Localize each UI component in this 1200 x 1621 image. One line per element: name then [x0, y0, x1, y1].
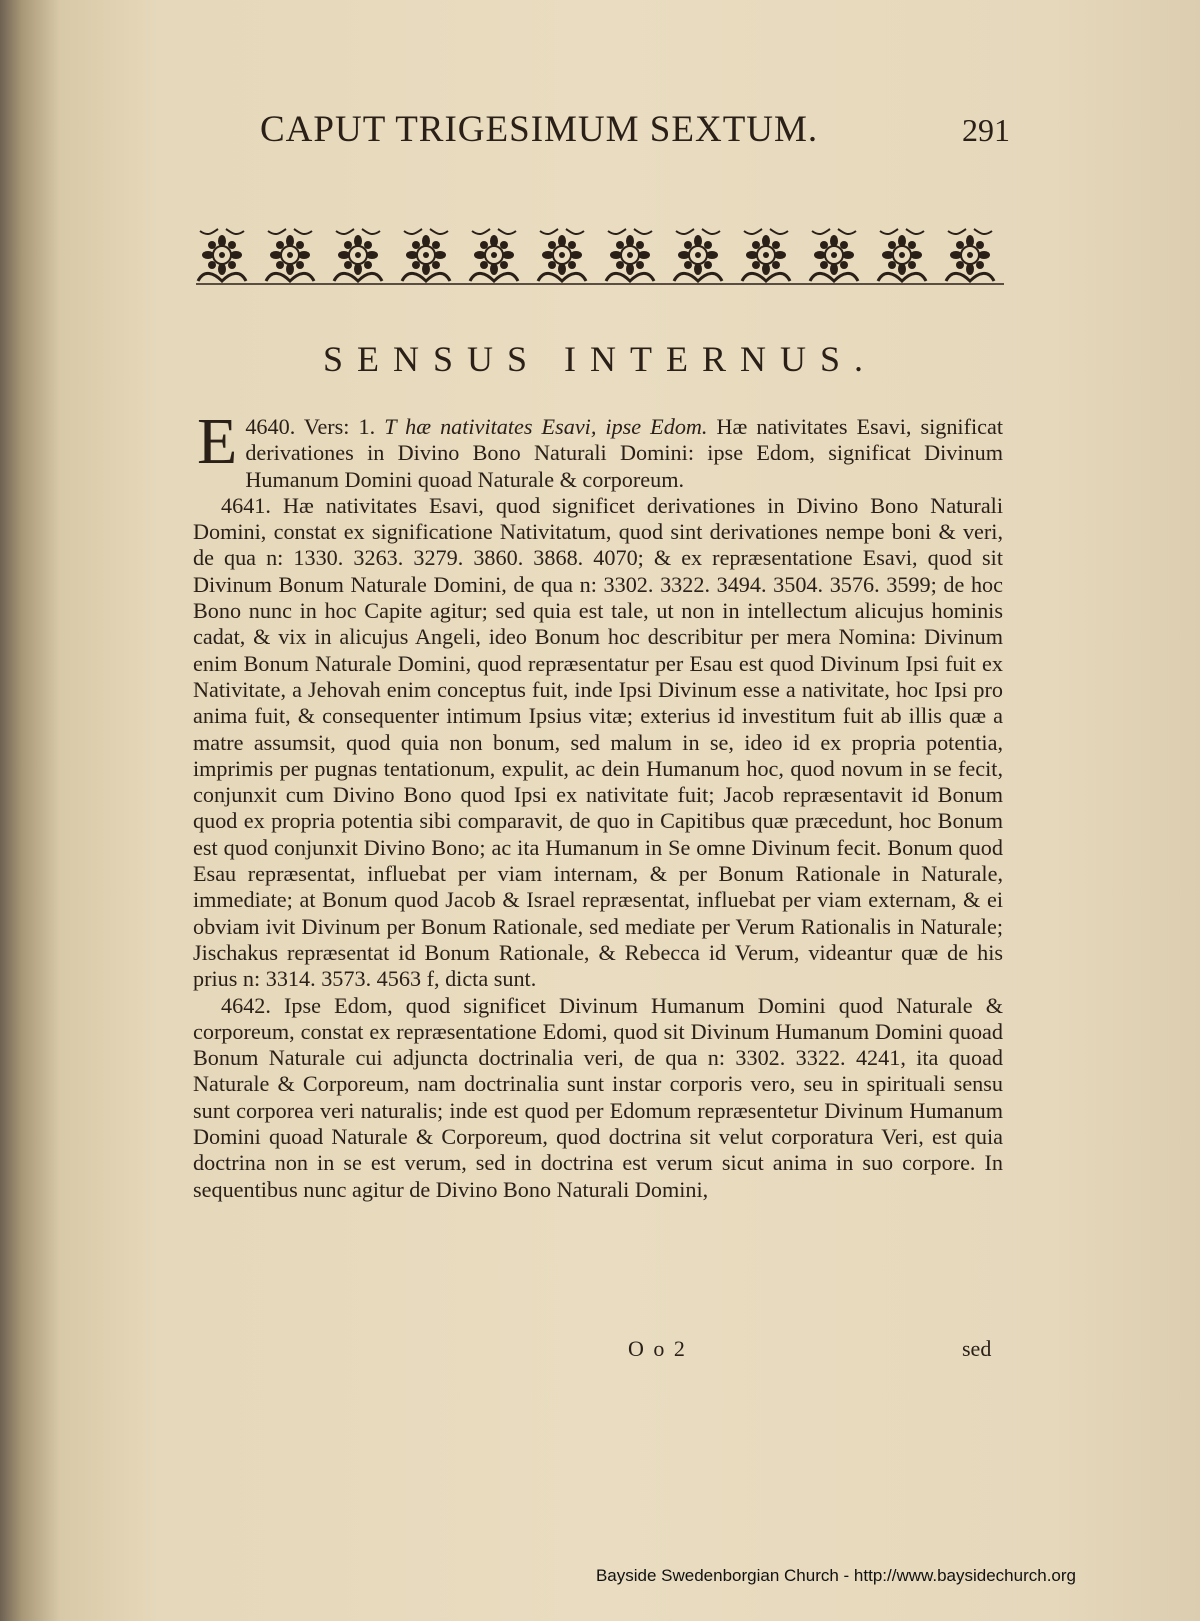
signature-mark: O o 2	[628, 1336, 687, 1361]
paragraph-4640	[193, 405, 1004, 493]
paragraph-text: Hæ nativitates Esavi, significat derivationes in Divino Bono Naturali Domini: ipse Edom, significat Divinum Humanum Domini quoad Naturale & corporeum.	[245, 414, 1004, 492]
running-title: CAPUT TRIGESIMUM SEXTUM.	[260, 109, 819, 150]
paragraph-4642: 4642. Ipse Edom, quod significet Divinum Humanum Domini quod Naturale & corporeum, constat ex repræsentatione Edomi, quod sit Divinum Humanum Domini quoad Bonum Naturale cui adjuncta doctrinalia veri, de qua n: 3302. 3322. 4241, ita quoad Naturale & Corporeum, nam doctrinalia sunt instar corporis vero, seu in spirituali sensu sunt corporea veri naturalis; inde est quod per Edomum repræsentetur Divinum Humanum Domini quoad Naturale & Corporeum, quod doctrina sit velut corporatura Veri, est quia doctrina non in se est verum, sed in doctrina est verum sicut anima in suo corpore. In sequentibus nunc agitur de Divino Bono Naturali Domini,	[193, 992, 1003, 1202]
catchword: sed	[962, 1336, 992, 1361]
page-number: 291	[962, 112, 1010, 148]
floral-band-ornament	[196, 228, 1004, 286]
floral-band-icon	[196, 228, 1004, 286]
drop-capital: E	[197, 405, 238, 478]
verse-quote: T hæ nativitates Esavi, ipse Edom.	[384, 414, 708, 439]
body-text	[193, 405, 1004, 1203]
credit-line: Bayside Swedenborgian Church - http://www.baysidechurch.org	[595, 1566, 1076, 1585]
paragraph-number: 4640. Vers: 1.	[245, 414, 376, 439]
page-header	[250, 108, 1010, 158]
section-title: SENSUS INTERNUS.	[322, 339, 878, 379]
paragraph-4641: 4641. Hæ nativitates Esavi, quod significet derivationes in Divino Bono Naturali Domini, constat ex significatione Nativitatum, quod sint derivationes nempe boni & veri, de qua n: 1330. 3263. 3279. 3860. 3868. 4070; & ex repræsentatione Esavi, quod sit Divinum Bonum Naturale Domini, de qua n: 3302. 3322. 3494. 3504. 3576. 3599; de hoc Bono nunc in hoc Capite agitur; sed quia est tale, ut non in intellectum alicujus hominis cadat, & vix in alicujus Angeli, ideo Bonum hoc describitur per mera Nomina: Divinum enim Bonum Naturale Domini, quod repræsentatur per Esau est quod Divinum Ipsi fuit ex Nativitate, a Jehovah enim conceptus fuit, inde Ipsi Divinum esse a nativitate, hoc Ipsi pro anima fuit, & consequenter intimum Ipsius vitæ; exterius id investitum fuit ab illis quæ a matre assumsit, quod quia non bonum, sed malum in se, ideo id ex propria potentia, imprimis per pugnas tentationum, expulit, ac dein Humanum hoc, quod novum in se fecit, conjunxit cum Divino Bono quod Ipsi ex nativitate fuit; Jacob repræsentavit id Bonum quod ex propria potentia sibi comparavit, de quo in Capitibus quæ præcedunt, hoc Bonum est quod conjunxit Divino Bono; ac ita Humanum in Se omne Divinum fecit. Bonum quod Esau repræsentat, influebat per viam internam, & per Bonum Rationale in Naturale, immediate; at Bonum quod Jacob & Israel repræsentat, influebat per viam externam, & ei obviam ivit Divinum per Bonum Rationale, sed mediate per Verum Rationalis in Naturale; Jischakus repræsentat id Bonum Rationale, & Rebecca id Verum, videantur quæ de his prius n: 3314. 3573. 4563 f, dicta sunt.	[193, 492, 1003, 992]
